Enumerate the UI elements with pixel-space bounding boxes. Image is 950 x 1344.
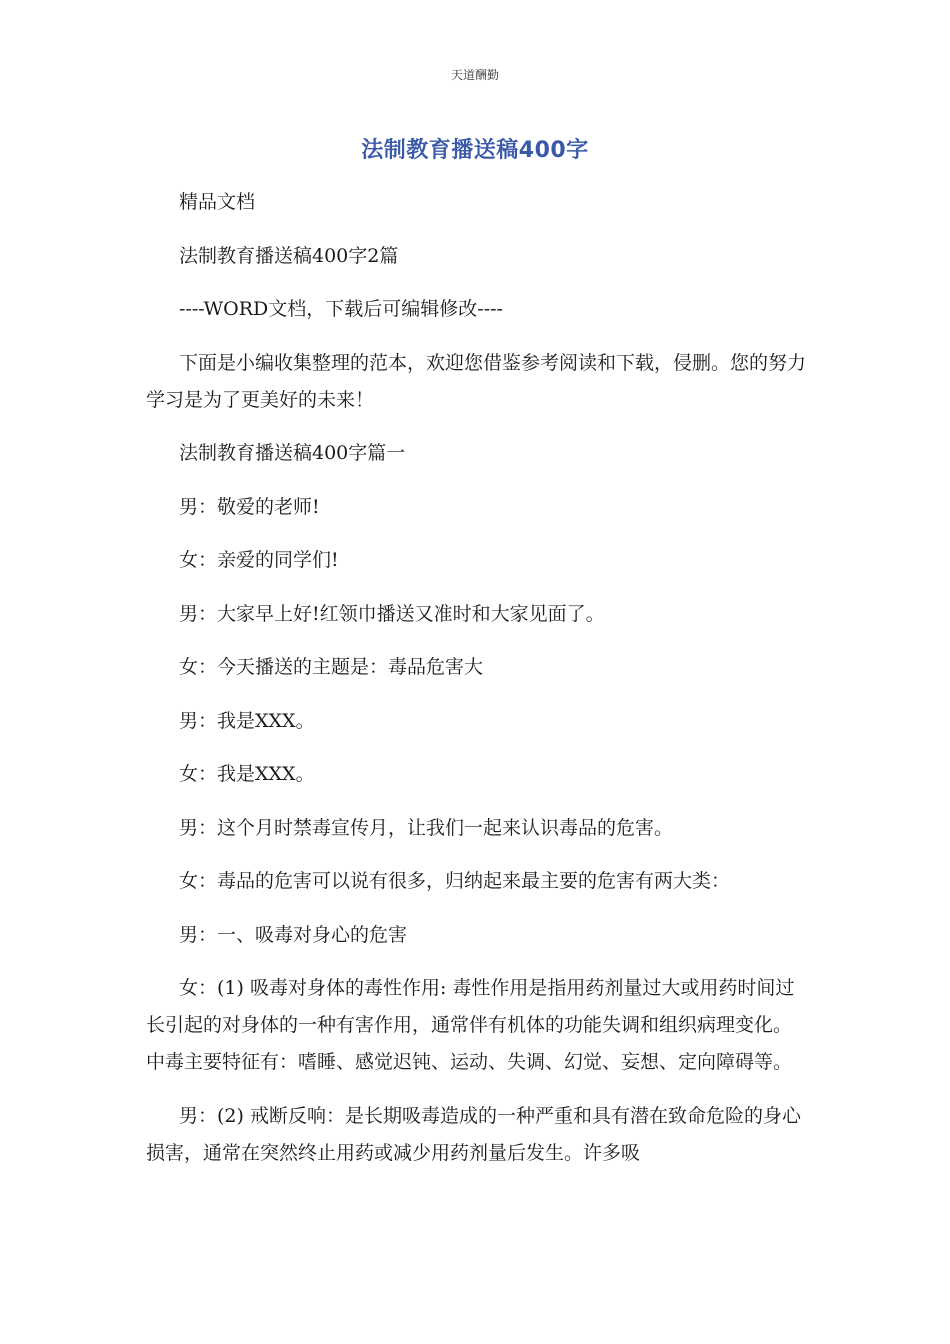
- paragraph: 女：(1) 吸毒对身体的毒性作用: 毒性作用是指用药剂量过大或用药时间过长引起的对身体的一种有害作用，通常伴有机体的功能失调和组织病理变化。中毒主要特征有：嗜睡、感觉迟钝、运动、失调、幻觉、妄想、定向障碍等。: [146, 977, 795, 1073]
- paragraph: 女：今天播送的主题是：毒品危害大: [179, 656, 484, 678]
- paragraph: 法制教育播送稿400字2篇: [179, 244, 399, 267]
- paragraph: 下面是小编收集整理的范本，欢迎您借鉴参考阅读和下载，侵删。您的努力学习是为了更美好的未来！: [146, 351, 807, 411]
- paragraph: 女：我是XXX。: [179, 763, 315, 785]
- paragraph: 男：大家早上好!红领巾播送又准时和大家见面了。: [179, 602, 605, 625]
- page-header: 天道酬勤: [450, 68, 499, 82]
- paragraph: 男：我是XXX。: [179, 709, 315, 732]
- document-title: 法制教育播送稿400字: [361, 138, 589, 163]
- paragraph: 男：这个月时禁毒宣传月，让我们一起来认识毒品的危害。: [179, 816, 674, 839]
- paragraph: 男：敬爱的老师!: [179, 495, 320, 518]
- paragraph: ----WORD文档，下载后可编辑修改----: [179, 298, 503, 320]
- paragraph: 男：(2) 戒断反响：是长期吸毒造成的一种严重和具有潜在致命危险的身心损害，通常在突然终止用药或减少用药剂量后发生。许多吸: [146, 1104, 801, 1164]
- document-body: [146, 184, 806, 1188]
- paragraph: 精品文档: [179, 191, 256, 213]
- paragraph: 女：毒品的危害可以说有很多，归纳起来最主要的危害有两大类：: [179, 870, 731, 892]
- paragraph: 法制教育播送稿400字篇一: [179, 442, 406, 464]
- paragraph: 女：亲爱的同学们!: [179, 549, 339, 571]
- paragraph: 男：一、吸毒对身心的危害: [179, 923, 408, 946]
